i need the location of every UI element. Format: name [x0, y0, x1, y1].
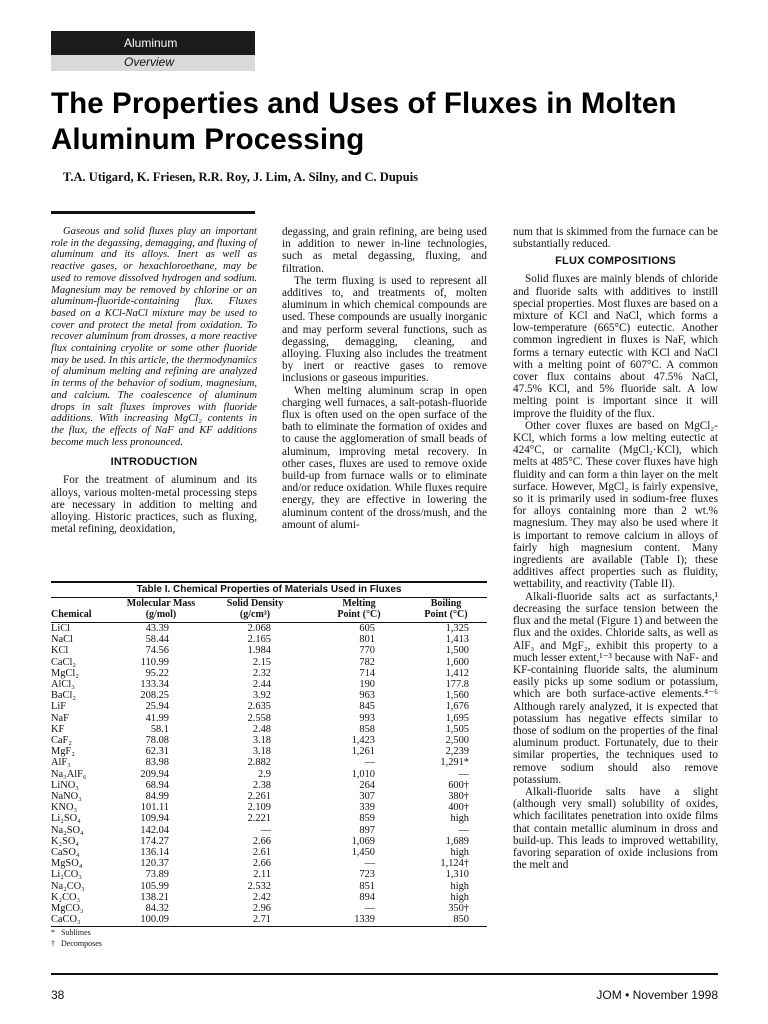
- table-row: [51, 634, 487, 645]
- table-row: [51, 825, 487, 836]
- table-cell: 95.22: [145, 667, 169, 679]
- col3-paragraph-0: num that is skimmed from the furnace can be substantially reduced.: [513, 226, 718, 251]
- page-bottom-rule: [51, 973, 718, 975]
- table-cell: 3.92: [252, 690, 271, 702]
- table-cell: CaCl₂: [51, 656, 76, 668]
- table-cell: NaCl: [51, 634, 73, 646]
- table-cell: 1,412: [445, 667, 469, 679]
- table-cell: Na₃AlF₆: [51, 768, 87, 780]
- col-header-molecular-mass: Molecular Mass (g/mol): [125, 598, 197, 623]
- title-rule: [51, 211, 255, 214]
- table-cell: 2.71: [252, 914, 271, 926]
- table-row: [51, 757, 487, 768]
- table-row: [51, 679, 487, 690]
- table-cell: 1,500: [445, 645, 469, 657]
- table-cell: 1.984: [247, 645, 271, 657]
- table-cell: CaCO₃: [51, 914, 81, 926]
- table-cell: K₂CO₃: [51, 891, 81, 903]
- table-cell: 714: [359, 667, 375, 679]
- table-cell: 1,413: [445, 634, 469, 646]
- table-cell: 1,261: [351, 746, 375, 758]
- table-cell: 1,450: [351, 847, 375, 859]
- table-cell: 2.532: [247, 880, 271, 892]
- table-cell: 136.14: [140, 847, 169, 859]
- table-cell: 782: [359, 656, 375, 668]
- table-row: [51, 668, 487, 679]
- table-cell: —: [364, 858, 375, 870]
- table-cell: 963: [359, 690, 375, 702]
- table-cell: 2.882: [247, 757, 271, 769]
- table-cell: 83.98: [145, 757, 169, 769]
- table-cell: 859: [359, 813, 375, 825]
- table-cell: 770: [359, 645, 375, 657]
- col-header-melting-point: Melting Point (°C): [313, 598, 405, 623]
- table-cell: 84.32: [145, 903, 169, 915]
- table-cell: 307: [359, 791, 375, 803]
- table-cell: 2.42: [252, 891, 271, 903]
- table-cell: 2.635: [247, 701, 271, 713]
- table-cell: K₂SO₄: [51, 835, 80, 847]
- table-cell: —: [458, 824, 469, 836]
- table-header-row: [51, 598, 487, 623]
- table-row: [51, 847, 487, 858]
- table-cell: 1,124†: [440, 858, 469, 870]
- article-authors: T.A. Utigard, K. Friesen, R.R. Roy, J. Lim, A. Silny, and C. Dupuis: [63, 170, 419, 184]
- table-cell: AlCl₃: [51, 679, 75, 691]
- table-cell: LiNO₃: [51, 779, 79, 791]
- table-body: [51, 623, 487, 926]
- col2-paragraph-1: degassing, and grain refining, are being used in addition to newer in-line technologies, such as metal degassing, fluxing, and filtration.: [282, 226, 487, 275]
- table-cell: MgF₂: [51, 746, 75, 758]
- abstract: Gaseous and solid fluxes play an important role in the degassing, demagging, and fluxing of aluminum and its alloys. Inert as well as reactive gases, or hexachloroethane, may be used to remove dissolved hydrogen and sodium. Magnesium may be removed by chlorine or an aluminum-fluoride-containing flux. Fluxes based on a KCl-NaCl mixture may be used to cover and protect the metal from oxidation. To recover aluminum from drosses, a more reactive flux containing cryolite or some other fluoride may be used. In this article, the thermodynamics of aluminum melting and refining are analyzed in terms of the behavior of sodium, magnesium, and calcium. The coalescence of aluminum drops in salt fluxes improves with fluoride additions. With increasing MgCl₂ contents in the flux, the effects of NaF and KF additions become much less pronounced.: [51, 226, 257, 448]
- table-cell: MgSO₄: [51, 858, 83, 870]
- table-cell: 120.37: [140, 858, 169, 870]
- table-cell: 3.18: [252, 735, 271, 747]
- table-cell: 1,676: [445, 701, 469, 713]
- table-cell: 73.89: [145, 869, 169, 881]
- table-cell: 2.558: [247, 712, 271, 724]
- table-cell: 2.109: [247, 802, 271, 814]
- properties-table: [51, 598, 487, 925]
- col-header-solid-density: Solid Density (g/cm³): [197, 598, 313, 623]
- table-row: [51, 690, 487, 701]
- table-cell: Li₂SO₄: [51, 813, 81, 825]
- table-row: [51, 914, 487, 925]
- table-cell: LiCl: [51, 623, 71, 634]
- table-cell: 600†: [448, 779, 469, 791]
- table-cell: 801: [359, 634, 375, 646]
- table-cell: —: [364, 903, 375, 915]
- table-cell: 2.66: [252, 835, 271, 847]
- table-cell: 1,689: [445, 835, 469, 847]
- table-cell: 723: [359, 869, 375, 881]
- table-row: [51, 735, 487, 746]
- table-cell: MgCO₃: [51, 903, 84, 915]
- table-cell: 851: [359, 880, 375, 892]
- table-cell: 100.09: [140, 914, 169, 926]
- column-2: [282, 226, 487, 531]
- table-row: [51, 892, 487, 903]
- table-cell: —: [260, 824, 271, 836]
- table-cell: 3.18: [252, 746, 271, 758]
- table-cell: KCl: [51, 645, 69, 657]
- table-row: [51, 836, 487, 847]
- table-cell: 78.08: [145, 735, 169, 747]
- table-cell: —: [458, 768, 469, 780]
- table-row: [51, 724, 487, 735]
- table-1: [51, 581, 487, 949]
- table-cell: 2.96: [252, 903, 271, 915]
- col2-paragraph-2: The term fluxing is used to represent all additives to, and treatments of, molten aluminum in which chemical compounds are used. These compounds are usually inorganic and may perform several functions, such as degassing, demagging, cleaning, and alloying. Fluxing also includes the treatment by inert or reactive gases to remove inclusions or gaseous impurities.: [282, 274, 487, 385]
- intro-paragraph: For the treatment of aluminum and its alloys, various molten-metal processing steps are necessary in addition to melting and alloying. Historic practices, such as fluxing, metal refining, deoxidation,: [51, 474, 257, 536]
- col3-paragraph-2: Other cover fluxes are based on MgCl₂-KCl, which forms a low melting eutectic at 424°C, or carnalite (MgCl₂·KCl), which melts at 485°C. These cover fluxes have high fluidity and can form a thin layer on the melt surface. However, MgCl₂ is fairly expensive, so it is primarily used in sodium-free fluxes for alloys containing more than 2 wt.% magnesium. They may also be used where it is important to remove calcium in alloys of fairly high magnesium content. Many ingredients are available (Table I); these additives affect properties such as fluidity, wettability, and reactivity (Table II).: [513, 419, 718, 591]
- table-cell: 1,695: [445, 712, 469, 724]
- table-cell: 993: [359, 712, 375, 724]
- col3-paragraph-4: Alkali-fluoride salts have a slight (although very small) solubility of oxides, which facilitates penetration into oxide films that contain metallic aluminum in dross and build-up. This leads to improved wettability, favoring separation of oxide inclusions from the melt and: [513, 785, 718, 872]
- table-row: [51, 903, 487, 914]
- table-cell: high: [450, 847, 469, 859]
- table-cell: Li₂CO₃: [51, 869, 82, 881]
- table-row: [51, 858, 487, 869]
- table-cell: KF: [51, 723, 65, 735]
- table-cell: NaF: [51, 712, 69, 724]
- table-cell: 1,310: [445, 869, 469, 881]
- table-row: [51, 780, 487, 791]
- table-cell: NaNO₃: [51, 791, 82, 803]
- table-cell: high: [450, 813, 469, 825]
- table-cell: 2,239: [445, 746, 469, 758]
- table-cell: 2.221: [247, 813, 271, 825]
- col3-paragraph-1: Solid fluxes are mainly blends of chloride and fluoride salts with additives to instill special properties. Most fluxes are based on a mixture of KCl and NaCl, which forms a low-temperature (665°C) eutectic. Another common ingredient in fluxes is NaF, which forms a ternary eutectic with KCl and NaCl with a melting point of 607°C. A common cover flux contains about 47.5% NaCl, 47.5% KCl, and 5% fluoride salt. A low melting point is important since it will improve the fluidity of the flux.: [513, 273, 718, 420]
- journal-footer: JOM • November 1998: [596, 988, 718, 1002]
- table-cell: 2.66: [252, 858, 271, 870]
- table-cell: 1,325: [445, 623, 469, 634]
- table-cell: 1339: [354, 914, 375, 926]
- table-cell: 2.15: [252, 656, 271, 668]
- table-cell: 105.99: [140, 880, 169, 892]
- table-cell: 2.9: [258, 768, 271, 780]
- table-cell: 1,010: [351, 768, 375, 780]
- table-cell: 1,423: [351, 735, 375, 747]
- table-cell: 177.8: [445, 679, 469, 691]
- table-cell: 897: [359, 824, 375, 836]
- table-row: [51, 881, 487, 892]
- table-cell: 43.39: [145, 623, 169, 634]
- col-header-chemical: Chemical: [51, 598, 125, 623]
- article-title: The Properties and Uses of Fluxes in Molten Aluminum Processing: [51, 87, 677, 156]
- table-cell: 2.44: [252, 679, 271, 691]
- table-cell: 1,069: [351, 835, 375, 847]
- table-cell: Na₂SO₄: [51, 824, 84, 836]
- table-cell: 101.11: [140, 802, 169, 814]
- table-notes: [51, 926, 487, 949]
- subsection-label: Overview: [124, 55, 175, 69]
- table-cell: —: [364, 757, 375, 769]
- table-cell: 62.31: [145, 746, 169, 758]
- intro-heading: INTRODUCTION: [110, 456, 198, 469]
- table-cell: 339: [359, 802, 375, 814]
- table-cell: KNO₃: [51, 802, 78, 814]
- table-cell: BaCl₂: [51, 690, 76, 702]
- table-row: [51, 623, 487, 635]
- table-cell: 84.99: [145, 791, 169, 803]
- table-note: * Sublimes: [51, 928, 91, 938]
- table-cell: MgCl₂: [51, 667, 79, 679]
- table-cell: 1,291*: [440, 757, 469, 769]
- table-cell: 68.94: [145, 779, 169, 791]
- table-cell: high: [450, 880, 469, 892]
- col3-paragraph-3: Alkali-fluoride salts act as surfactants,¹ decreasing the surface tension between the flux and the metal (Figure 1) and between the flux and the oxides. Chloride salts, as well as AlF₃ and MgF₂, exhibit this property to a much lesser extent,¹⁻³ because with NaF- and KF-containing fluoride salts, the aluminum easily picks up some sodium or potassium, which are both surface-active elements.⁴⁻⁶ Although rarely analyzed, it is expected that potassium has negative effects similar to those of sodium on the properties of the final aluminum product. Fortunately, due to their similar properties, the techniques used to remove sodium should also remove potassium.: [513, 590, 718, 786]
- table-row: [51, 713, 487, 724]
- table-cell: 894: [359, 891, 375, 903]
- flux-compositions-heading: FLUX COMPOSITIONS: [555, 255, 676, 268]
- table-cell: 2.32: [252, 667, 271, 679]
- table-cell: 58.44: [145, 634, 169, 646]
- table-cell: 2,500: [445, 735, 469, 747]
- table-cell: 174.27: [140, 835, 169, 847]
- table-cell: 2.165: [247, 634, 271, 646]
- table-cell: 41.99: [145, 712, 169, 724]
- table-row: [51, 813, 487, 824]
- table-cell: 133.34: [140, 679, 169, 691]
- table-cell: 2.61: [252, 847, 271, 859]
- table-cell: 74.56: [145, 645, 169, 657]
- table-cell: 2.48: [252, 723, 271, 735]
- table-cell: 850: [453, 914, 469, 926]
- table-cell: 142.04: [140, 824, 169, 836]
- table-cell: 605: [359, 623, 375, 634]
- table-cell: AlF₃: [51, 757, 71, 769]
- table-row: [51, 769, 487, 780]
- table-cell: high: [450, 891, 469, 903]
- table-cell: 264: [359, 779, 375, 791]
- section-label: Aluminum: [124, 36, 178, 50]
- col2-paragraph-3: When melting aluminum scrap in open charging well furnaces, a salt-potash-fluoride flux is often used on the open surface of the bath to eliminate the formation of oxides and to cause the agglomeration of small beads of aluminum, improving metal recovery. In other cases, fluxes are used to remove oxide build-up from furnace walls or to eliminate and/or reduce oxidation. While fluxes require energy, they are effective in lowering the aluminum content of the dross/mush, and the amount of alumi-: [282, 384, 487, 531]
- column-1: [51, 226, 257, 535]
- table-cell: 110.99: [140, 656, 169, 668]
- table-row: [51, 802, 487, 813]
- table-cell: 209.94: [140, 768, 169, 780]
- table-cell: Na₂CO₃: [51, 880, 85, 892]
- table-cell: 2.11: [253, 869, 271, 881]
- table-row: [51, 791, 487, 802]
- column-3: [513, 226, 718, 871]
- table-cell: 1,560: [445, 690, 469, 702]
- table-cell: 208.25: [140, 690, 169, 702]
- table-cell: 25.94: [145, 701, 169, 713]
- table-cell: 350†: [448, 903, 469, 915]
- table-cell: 845: [359, 701, 375, 713]
- table-cell: 2.38: [252, 779, 271, 791]
- table-cell: 109.94: [140, 813, 169, 825]
- table-cell: LiF: [51, 701, 67, 713]
- table-cell: 380†: [448, 791, 469, 803]
- table-cell: 2.068: [247, 623, 271, 634]
- table-row: [51, 657, 487, 668]
- table-row: [51, 701, 487, 712]
- table-row: [51, 645, 487, 656]
- table-cell: 190: [359, 679, 375, 691]
- table-cell: 138.21: [140, 891, 169, 903]
- table-note: † Decomposes: [51, 938, 102, 948]
- table-cell: CaSO₄: [51, 847, 80, 859]
- table-cell: 1,600: [445, 656, 469, 668]
- table-cell: 400†: [448, 802, 469, 814]
- table-cell: 1,505: [445, 723, 469, 735]
- table-row: [51, 869, 487, 880]
- table-title: Table I. Chemical Properties of Materials Used in Fluxes: [136, 584, 402, 595]
- table-cell: 858: [359, 723, 375, 735]
- table-cell: 2.261: [247, 791, 271, 803]
- table-row: [51, 746, 487, 757]
- col-header-boiling-point: Boiling Point (°C): [405, 598, 487, 623]
- table-cell: 58.1: [150, 723, 169, 735]
- page-number: 38: [51, 988, 65, 1002]
- table-cell: CaF₂: [51, 735, 72, 747]
